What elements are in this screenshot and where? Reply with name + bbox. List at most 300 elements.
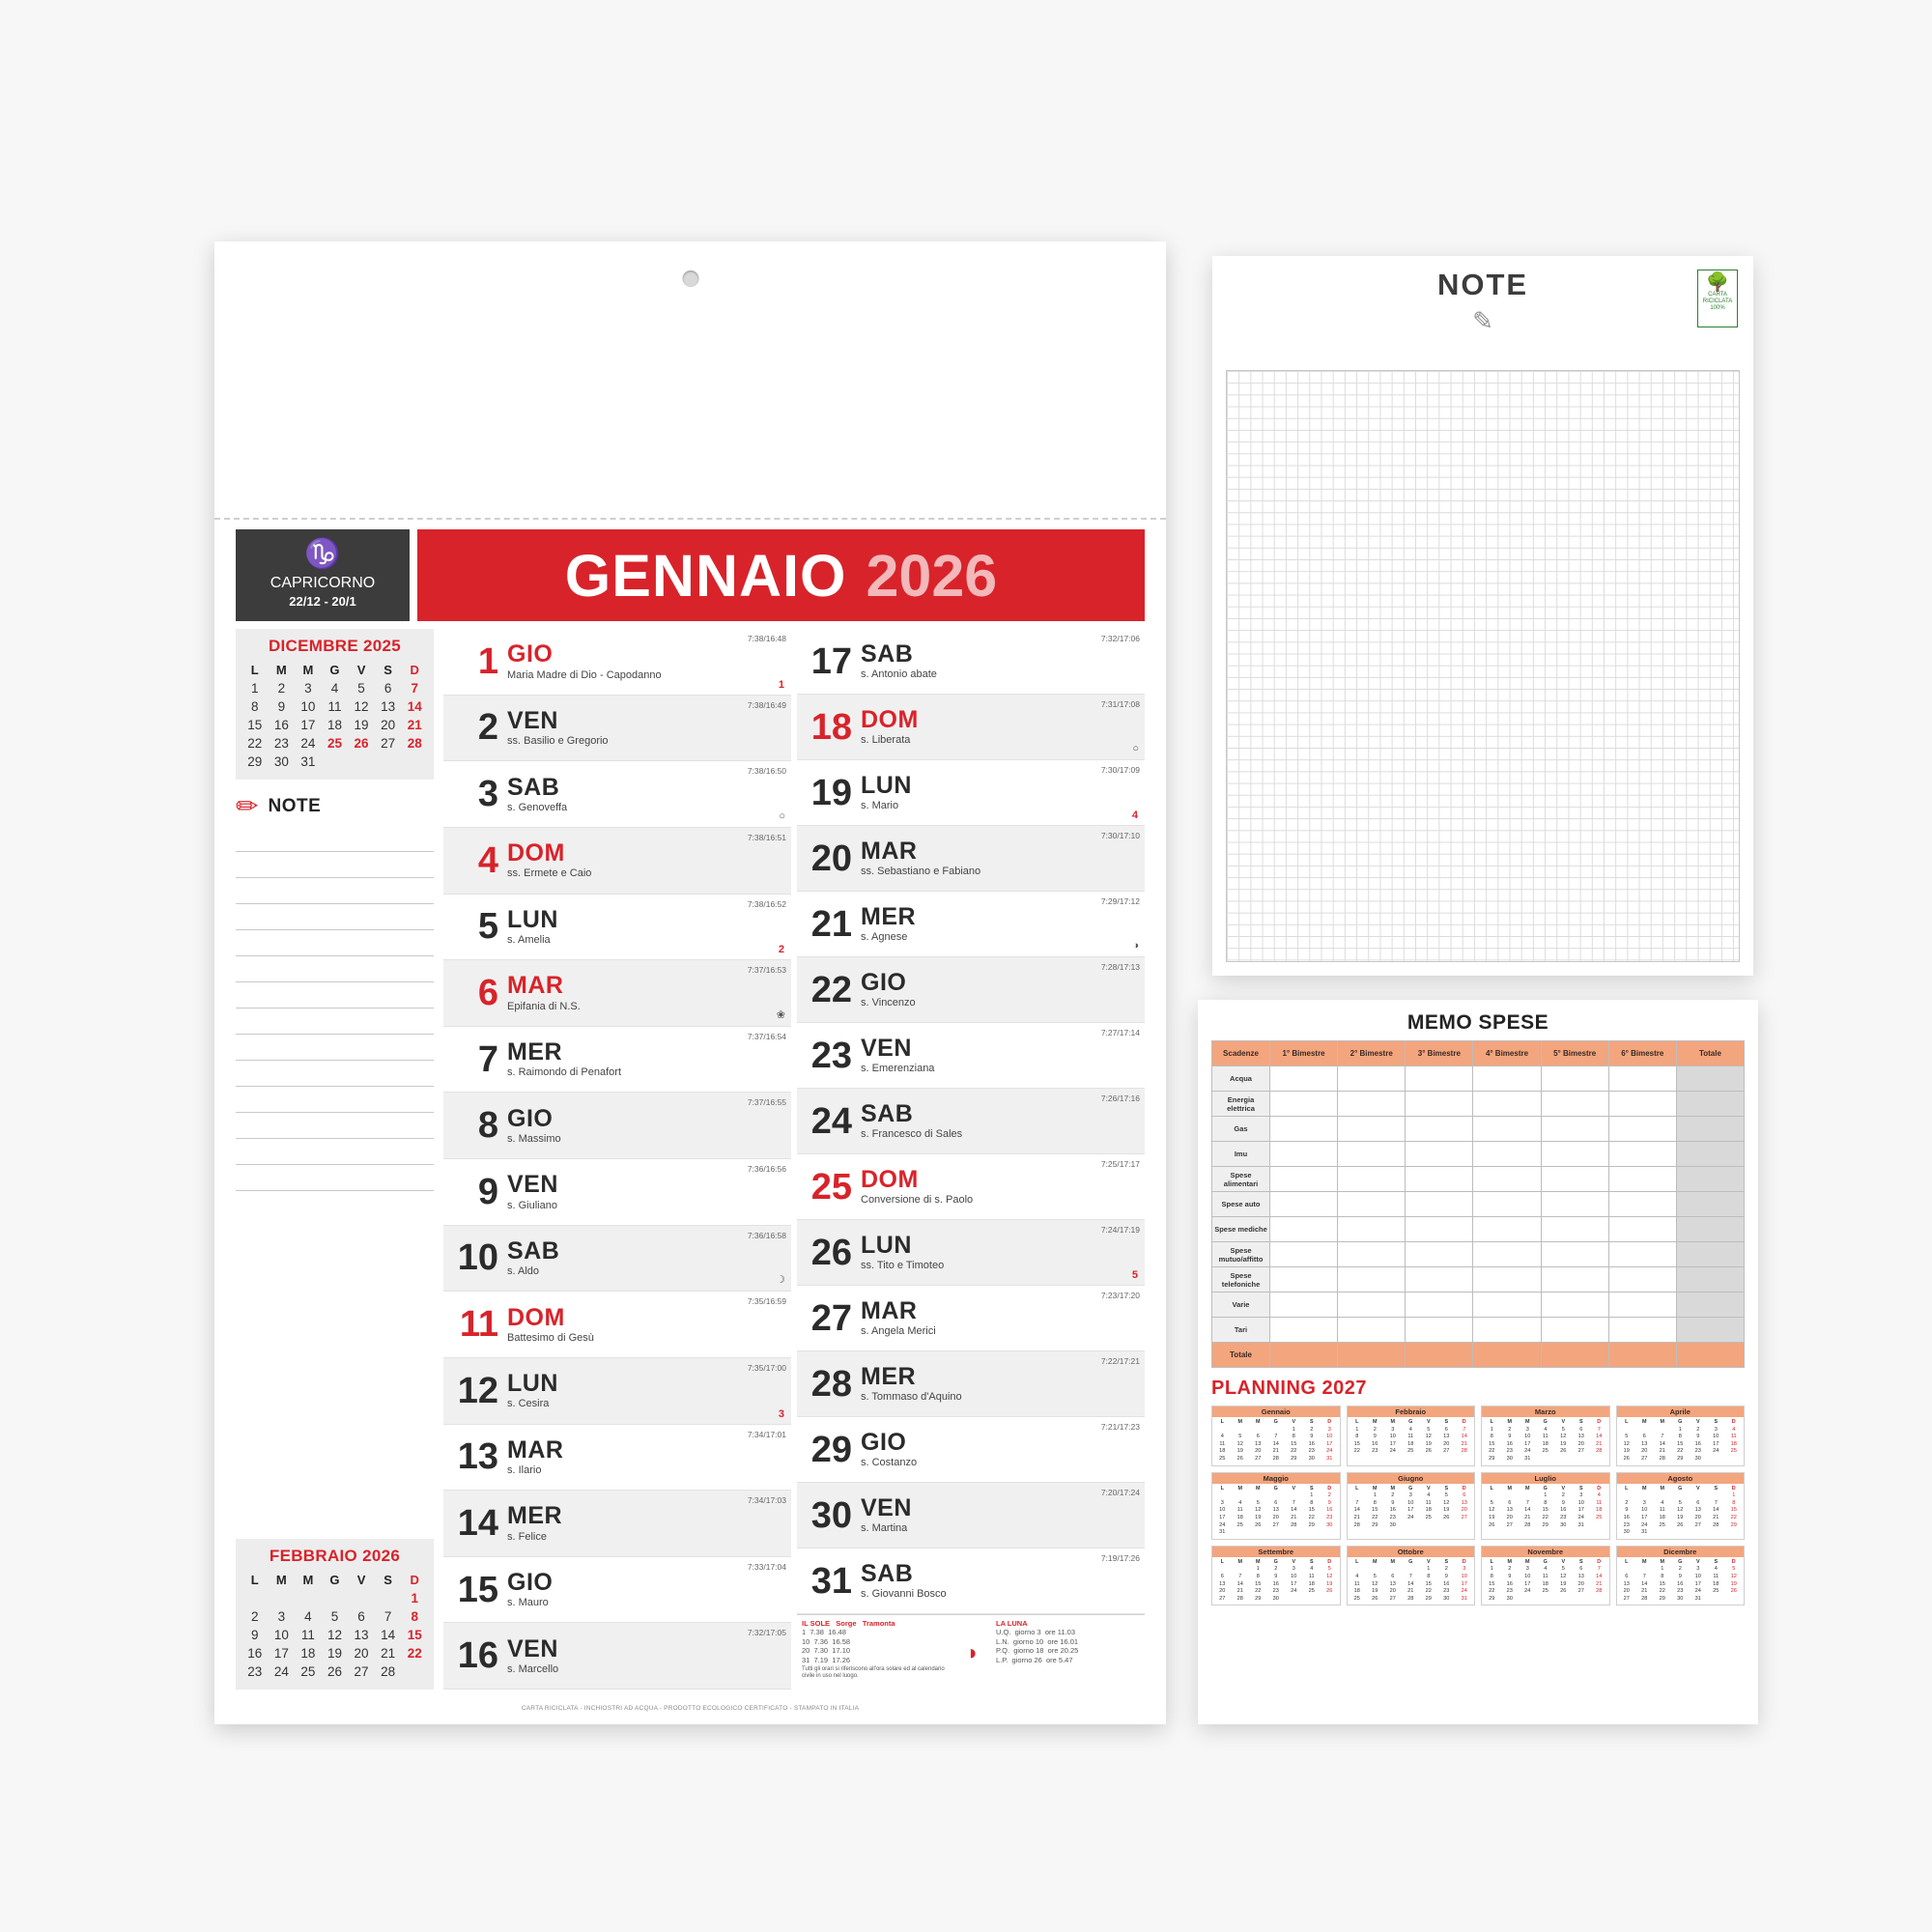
calendar-day-row[interactable] — [797, 1483, 1145, 1548]
planning-day: 4 — [1355, 1573, 1359, 1579]
note-line[interactable] — [236, 904, 434, 930]
planning-day: 17 — [1291, 1580, 1297, 1587]
memo-cell[interactable] — [1541, 1217, 1608, 1242]
memo-cell[interactable] — [1608, 1217, 1676, 1242]
calendar-day-row[interactable] — [443, 1159, 791, 1226]
memo-cell[interactable] — [1473, 1167, 1541, 1192]
calendar-day-row[interactable] — [797, 1417, 1145, 1483]
memo-cell[interactable] — [1338, 1293, 1406, 1318]
mini-blank — [322, 1590, 349, 1606]
day-weekday: MAR — [861, 838, 918, 866]
calendar-day-row[interactable] — [443, 629, 791, 696]
memo-cell[interactable] — [1270, 1066, 1338, 1092]
eco-line1: CARTA — [1708, 292, 1727, 298]
memo-title: MEMO SPESE — [1406, 1011, 1549, 1034]
planning-day: 6 — [1696, 1499, 1700, 1506]
planning-blank — [1618, 1427, 1636, 1435]
planning-day: 4 — [1427, 1492, 1431, 1499]
days-column-second-half — [797, 629, 1145, 1690]
calendar-day-row[interactable] — [797, 695, 1145, 760]
planning-weekday: V — [1292, 1419, 1296, 1425]
planning-day: 21 — [1353, 1514, 1360, 1520]
day-sun-times: 7:30/17:09 — [1100, 765, 1140, 775]
graph-paper-area[interactable] — [1226, 370, 1740, 962]
planning-day: 30 — [1623, 1529, 1630, 1536]
memo-cell[interactable] — [1541, 1293, 1608, 1318]
memo-total-cell[interactable] — [1270, 1343, 1338, 1368]
planning-day: 9 — [1678, 1573, 1682, 1579]
planning-month-grid — [1617, 1557, 1745, 1605]
day-saint: ss. Basilio e Gregorio — [507, 735, 609, 748]
day-sun-times: 7:30/17:10 — [1100, 831, 1140, 840]
calendar-day-row[interactable] — [797, 760, 1145, 826]
day-sun-times: 7:35/16:59 — [747, 1296, 786, 1307]
calendar-day-row[interactable] — [797, 1023, 1145, 1089]
day-number: 30 — [810, 1494, 852, 1536]
day-saint: Epifania di N.S. — [507, 1000, 581, 1012]
memo-cell[interactable] — [1473, 1242, 1541, 1267]
memo-cell[interactable] — [1338, 1318, 1406, 1343]
memo-total-cell[interactable] — [1338, 1343, 1406, 1368]
prev-month-grid — [242, 662, 428, 770]
memo-cell[interactable] — [1676, 1267, 1744, 1293]
planning-day: 12 — [1623, 1440, 1630, 1447]
planning-day: 2 — [1678, 1566, 1682, 1573]
day-weekday: MAR — [507, 1435, 564, 1463]
memo-total-cell[interactable] — [1608, 1343, 1676, 1368]
planning-weekday: V — [1292, 1485, 1296, 1492]
memo-cell[interactable] — [1676, 1217, 1744, 1242]
calendar-day-row[interactable] — [443, 1358, 791, 1425]
day-weekday: MER — [861, 903, 917, 931]
day-saint: Battesimo di Gesù — [507, 1331, 594, 1344]
day-weekday: LUN — [507, 1370, 558, 1398]
memo-cell[interactable] — [1676, 1142, 1744, 1167]
planning-day: 22 — [1489, 1588, 1495, 1595]
planning-blank — [1366, 1566, 1384, 1574]
planning-day: 7 — [1292, 1499, 1295, 1506]
memo-cell[interactable] — [1541, 1117, 1608, 1142]
day-info — [507, 775, 787, 814]
planning-weekday: G — [1273, 1419, 1278, 1425]
planning-weekday: L — [1625, 1485, 1629, 1492]
memo-total-cell[interactable] — [1406, 1343, 1473, 1368]
memo-cell[interactable] — [1406, 1117, 1473, 1142]
calendar-day-row[interactable] — [797, 826, 1145, 892]
mini-day: 18 — [327, 718, 342, 732]
memo-cell[interactable] — [1676, 1242, 1744, 1267]
days-columns — [443, 629, 1145, 1690]
planning-weekday: S — [1309, 1419, 1314, 1425]
memo-cell[interactable] — [1541, 1267, 1608, 1293]
memo-cell[interactable] — [1406, 1318, 1473, 1343]
memo-cell[interactable] — [1406, 1167, 1473, 1192]
calendar-day-row[interactable] — [443, 828, 791, 895]
planning-month-grid — [1212, 1484, 1340, 1539]
planning-day: 5 — [1490, 1499, 1493, 1506]
memo-cell[interactable] — [1270, 1318, 1338, 1343]
memo-cell[interactable] — [1473, 1217, 1541, 1242]
day-sun-times: 7:34/17:01 — [747, 1429, 786, 1439]
note-line[interactable] — [236, 878, 434, 904]
planning-day: 7 — [1714, 1499, 1718, 1506]
day-number: 1 — [477, 640, 498, 682]
note-line[interactable] — [236, 1061, 434, 1087]
calendar-day-row[interactable] — [797, 1548, 1145, 1614]
memo-cell[interactable] — [1338, 1066, 1406, 1092]
planning-day: 24 — [1577, 1514, 1584, 1520]
day-info — [507, 1503, 787, 1543]
memo-cell[interactable] — [1473, 1066, 1541, 1092]
planning-day: 13 — [1255, 1440, 1262, 1447]
mini-day: 20 — [381, 718, 396, 732]
planning-day: 18 — [1407, 1440, 1414, 1447]
memo-cell[interactable] — [1541, 1318, 1608, 1343]
planning-day: 29 — [1372, 1521, 1378, 1528]
memo-cell[interactable] — [1676, 1167, 1744, 1192]
day-weekday: DOM — [861, 706, 919, 734]
note-line[interactable] — [236, 1009, 434, 1035]
planning-day: 5 — [1732, 1566, 1736, 1573]
planning-weekday: V — [1561, 1485, 1566, 1492]
planning-day: 1 — [1427, 1566, 1431, 1573]
calendar-day-row[interactable] — [797, 892, 1145, 957]
planning-day: 25 — [1542, 1588, 1548, 1595]
memo-total-cell[interactable] — [1676, 1343, 1744, 1368]
memo-cell[interactable] — [1541, 1167, 1608, 1192]
calendar-day-row[interactable] — [797, 1089, 1145, 1154]
planning-day: 11 — [1236, 1507, 1243, 1514]
memo-cell[interactable] — [1473, 1293, 1541, 1318]
planning-weekday: M — [1507, 1558, 1512, 1565]
planning-day: 15 — [1659, 1580, 1665, 1587]
planning-weekday: M — [1373, 1558, 1378, 1565]
note-line[interactable] — [236, 1165, 434, 1191]
day-info — [507, 1636, 787, 1676]
day-saint: s. Genoveffa — [507, 801, 568, 813]
day-saint: s. Costanzo — [861, 1457, 918, 1469]
planning-day: 14 — [1291, 1507, 1297, 1514]
planning-day: 15 — [1353, 1440, 1360, 1447]
planning-weekday: M — [1390, 1485, 1395, 1492]
memo-cell[interactable] — [1406, 1192, 1473, 1217]
note-line[interactable] — [236, 852, 434, 878]
planning-blank — [1213, 1566, 1232, 1574]
memo-cell[interactable] — [1406, 1092, 1473, 1117]
planning-weekday: G — [1678, 1485, 1683, 1492]
planning-day: 30 — [1677, 1595, 1684, 1602]
day-info — [507, 1570, 787, 1609]
memo-cell[interactable] — [1270, 1092, 1338, 1117]
planning-day: 22 — [1308, 1514, 1315, 1520]
planning-day: 16 — [1272, 1580, 1279, 1587]
planning-day: 22 — [1542, 1514, 1548, 1520]
planning-day: 24 — [1219, 1521, 1226, 1528]
note-line[interactable] — [236, 1035, 434, 1061]
notes-header — [236, 793, 434, 820]
planning-day: 12 — [1560, 1573, 1567, 1579]
calendar-day-row[interactable] — [797, 957, 1145, 1023]
calendar-day-row[interactable] — [443, 761, 791, 828]
memo-cell[interactable] — [1541, 1066, 1608, 1092]
planning-day: 20 — [1219, 1588, 1226, 1595]
planning-day: 8 — [1544, 1499, 1548, 1506]
planning-day: 13 — [1389, 1580, 1396, 1587]
memo-cell[interactable] — [1270, 1242, 1338, 1267]
planning-weekday: S — [1309, 1485, 1314, 1492]
planning-grid — [1211, 1406, 1745, 1605]
day-saint: s. Agnese — [861, 931, 908, 944]
memo-cell[interactable] — [1406, 1066, 1473, 1092]
planning-weekday: L — [1220, 1558, 1224, 1565]
calendar-day-row[interactable] — [443, 960, 791, 1027]
planning-day: 4 — [1732, 1426, 1736, 1433]
calendar-day-row[interactable] — [443, 895, 791, 961]
calendar-day-row[interactable] — [443, 1491, 791, 1557]
notes-writing-lines[interactable] — [236, 826, 434, 1529]
mini-day: 8 — [411, 1609, 418, 1624]
note-line[interactable] — [236, 982, 434, 1009]
planning-weekday: S — [1309, 1558, 1314, 1565]
planning-weekday: M — [1373, 1419, 1378, 1425]
calendar-day-row[interactable] — [443, 1093, 791, 1159]
planning-day: 11 — [1659, 1507, 1665, 1514]
planning-day: 15 — [1308, 1507, 1315, 1514]
planning-day: 14 — [1407, 1580, 1414, 1587]
planning-day: 12 — [1236, 1440, 1243, 1447]
day-saint: s. Ilario — [507, 1464, 542, 1477]
planning-weekday: M — [1660, 1419, 1664, 1425]
memo-table-row — [1212, 1217, 1745, 1242]
memo-cell[interactable] — [1270, 1267, 1338, 1293]
planning-day: 21 — [1407, 1588, 1414, 1595]
mini-weekday-header: L — [250, 663, 259, 677]
planning-day: 3 — [1391, 1426, 1395, 1433]
memo-cell[interactable] — [1608, 1167, 1676, 1192]
memo-cell[interactable] — [1270, 1142, 1338, 1167]
day-info — [507, 840, 787, 880]
memo-cell[interactable] — [1676, 1318, 1744, 1343]
calendar-day-row[interactable] — [443, 1027, 791, 1094]
planning-day: 6 — [1463, 1492, 1466, 1499]
memo-cell[interactable] — [1338, 1242, 1406, 1267]
memo-cell[interactable] — [1608, 1242, 1676, 1267]
note-line[interactable] — [236, 1139, 434, 1165]
planning-day: 4 — [1544, 1566, 1548, 1573]
planning-weekday: G — [1408, 1419, 1413, 1425]
memo-cell[interactable] — [1338, 1192, 1406, 1217]
day-weekday: GIO — [861, 1429, 907, 1457]
mini-weekday-header: M — [302, 1573, 314, 1587]
memo-cell[interactable] — [1473, 1318, 1541, 1343]
planning-day: 23 — [1506, 1448, 1513, 1455]
memo-cell[interactable] — [1473, 1192, 1541, 1217]
planning-month-title: Ottobre — [1348, 1547, 1475, 1557]
planning-weekday: L — [1355, 1485, 1359, 1492]
day-sun-times: 7:34/17:03 — [747, 1495, 786, 1506]
memo-cell[interactable] — [1473, 1092, 1541, 1117]
note-line[interactable] — [236, 930, 434, 956]
planning-day: 3 — [1696, 1566, 1700, 1573]
planning-day: 30 — [1443, 1595, 1450, 1602]
planning-day: 10 — [1641, 1507, 1648, 1514]
calendar-day-row[interactable] — [797, 1154, 1145, 1220]
planning-day: 18 — [1308, 1580, 1315, 1587]
mini-weekday-header: S — [384, 663, 392, 677]
mini-weekday-header: M — [302, 663, 314, 677]
memo-cell[interactable] — [1270, 1167, 1338, 1192]
planning-weekday: M — [1237, 1485, 1242, 1492]
memo-cell[interactable] — [1676, 1117, 1744, 1142]
memo-cell[interactable] — [1406, 1142, 1473, 1167]
planning-weekday: G — [1408, 1485, 1413, 1492]
memo-cell[interactable] — [1270, 1293, 1338, 1318]
mini-day: 17 — [273, 1646, 289, 1661]
day-info — [861, 1298, 1141, 1338]
day-saint: s. Angela Merici — [861, 1325, 936, 1338]
memo-cell[interactable] — [1608, 1117, 1676, 1142]
mini-day: 26 — [327, 1664, 342, 1679]
calendar-day-row[interactable] — [443, 1623, 791, 1690]
calendar-day-row[interactable] — [797, 1351, 1145, 1417]
calendar-day-row[interactable] — [797, 629, 1145, 695]
memo-cell[interactable] — [1338, 1142, 1406, 1167]
memo-cell[interactable] — [1338, 1117, 1406, 1142]
planning-day: 31 — [1694, 1595, 1701, 1602]
memo-cell[interactable] — [1608, 1267, 1676, 1293]
day-number: 21 — [810, 903, 852, 945]
mini-day: 18 — [300, 1646, 316, 1661]
memo-cell[interactable] — [1608, 1092, 1676, 1117]
memo-cell[interactable] — [1676, 1066, 1744, 1092]
memo-cell[interactable] — [1608, 1293, 1676, 1318]
planning-day: 30 — [1694, 1455, 1701, 1462]
day-sun-times: 7:31/17:08 — [1100, 699, 1140, 709]
planning-day: 24 — [1389, 1448, 1396, 1455]
note-line[interactable] — [236, 1087, 434, 1113]
memo-table-row — [1212, 1066, 1745, 1092]
planning-day: 12 — [1560, 1434, 1567, 1440]
memo-cell[interactable] — [1541, 1142, 1608, 1167]
memo-cell[interactable] — [1338, 1267, 1406, 1293]
planning-blank — [1501, 1492, 1520, 1500]
planning-weekday: M — [1642, 1485, 1647, 1492]
memo-cell[interactable] — [1270, 1192, 1338, 1217]
planning-day: 6 — [1256, 1434, 1260, 1440]
planning-month — [1616, 1472, 1746, 1540]
memo-cell[interactable] — [1270, 1117, 1338, 1142]
planning-weekday: L — [1625, 1558, 1629, 1565]
planning-weekday: D — [1597, 1419, 1602, 1425]
calendar-day-row[interactable] — [443, 1292, 791, 1358]
memo-total-cell[interactable] — [1541, 1343, 1608, 1368]
planning-day: 28 — [1596, 1448, 1603, 1455]
memo-cell[interactable] — [1541, 1242, 1608, 1267]
memo-cell[interactable] — [1338, 1217, 1406, 1242]
planning-day: 11 — [1596, 1499, 1603, 1506]
memo-cell[interactable] — [1676, 1092, 1744, 1117]
day-sun-times: 7:24/17:19 — [1100, 1225, 1140, 1235]
planning-day: 26 — [1326, 1588, 1333, 1595]
memo-cell[interactable] — [1406, 1242, 1473, 1267]
planning-day: 9 — [1561, 1499, 1565, 1506]
planning-day: 6 — [1508, 1499, 1512, 1506]
memo-cell[interactable] — [1473, 1267, 1541, 1293]
memo-cell[interactable] — [1473, 1142, 1541, 1167]
memo-cell[interactable] — [1541, 1192, 1608, 1217]
planning-day: 11 — [1425, 1499, 1432, 1506]
moon-phase-diagram-icon: ◑ — [964, 1639, 978, 1664]
memo-cell[interactable] — [1406, 1217, 1473, 1242]
planning-day: 21 — [1524, 1514, 1531, 1520]
planning-day: 24 — [1461, 1588, 1467, 1595]
memo-cell[interactable] — [1338, 1167, 1406, 1192]
memo-spese-page — [1198, 1000, 1758, 1724]
day-number: 4 — [477, 839, 498, 881]
planning-day: 31 — [1219, 1529, 1226, 1536]
memo-cell[interactable] — [1338, 1092, 1406, 1117]
planning-day: 26 — [1372, 1595, 1378, 1602]
memo-cell[interactable] — [1676, 1293, 1744, 1318]
calendar-day-row[interactable] — [443, 696, 791, 762]
calendar-day-row[interactable] — [443, 1425, 791, 1492]
planning-day: 28 — [1461, 1448, 1467, 1455]
memo-cell[interactable] — [1541, 1092, 1608, 1117]
calendar-day-row[interactable] — [443, 1557, 791, 1624]
memo-cell[interactable] — [1270, 1217, 1338, 1242]
planning-day: 6 — [1642, 1434, 1646, 1440]
planning-day: 14 — [1596, 1434, 1603, 1440]
calendar-title-row — [214, 520, 1166, 621]
planning-day: 23 — [1389, 1514, 1396, 1520]
planning-weekday: D — [1462, 1558, 1466, 1565]
note-line[interactable] — [236, 826, 434, 852]
day-saint: s. Raimondo di Penafort — [507, 1066, 622, 1079]
calendar-day-row[interactable] — [443, 1226, 791, 1293]
planning-day: 10 — [1461, 1573, 1467, 1579]
memo-total-cell[interactable] — [1473, 1343, 1541, 1368]
memo-cell[interactable] — [1608, 1192, 1676, 1217]
memo-cell[interactable] — [1676, 1192, 1744, 1217]
planning-day: 22 — [1659, 1588, 1665, 1595]
calendar-day-row[interactable] — [797, 1220, 1145, 1286]
planning-day: 31 — [1641, 1529, 1648, 1536]
memo-cell[interactable] — [1406, 1267, 1473, 1293]
memo-cell[interactable] — [1608, 1066, 1676, 1092]
memo-cell[interactable] — [1473, 1117, 1541, 1142]
planning-day: 20 — [1694, 1514, 1701, 1520]
planning-day: 12 — [1326, 1573, 1333, 1579]
memo-row-label: Varie — [1212, 1293, 1270, 1318]
note-line[interactable] — [236, 1113, 434, 1139]
sun-table: IL SOLE Sorge Tramonta 1 7.38 16.48 10 7.36 16.58 20 7.30 17.10 31 7.19 17.26 Tutti gli orari si riferiscono all'ora solare ed al calendario civile in uso nel luogo. — [802, 1619, 945, 1680]
planning-day: 27 — [1641, 1455, 1648, 1462]
memo-cell[interactable] — [1608, 1142, 1676, 1167]
prev-month-title: DICEMBRE 2025 — [268, 637, 402, 655]
mini-day: 3 — [277, 1609, 286, 1624]
day-weekday: VEN — [507, 1634, 558, 1662]
note-line[interactable] — [236, 956, 434, 982]
calendar-day-row[interactable] — [797, 1286, 1145, 1351]
note-page-title: NOTE — [1436, 268, 1529, 301]
memo-cell[interactable] — [1608, 1318, 1676, 1343]
mini-day: 10 — [300, 699, 316, 714]
planning-day: 20 — [1443, 1440, 1450, 1447]
memo-cell[interactable] — [1406, 1293, 1473, 1318]
week-number: 3 — [778, 1407, 784, 1420]
day-info — [507, 1039, 787, 1079]
memo-table-row — [1212, 1192, 1745, 1217]
